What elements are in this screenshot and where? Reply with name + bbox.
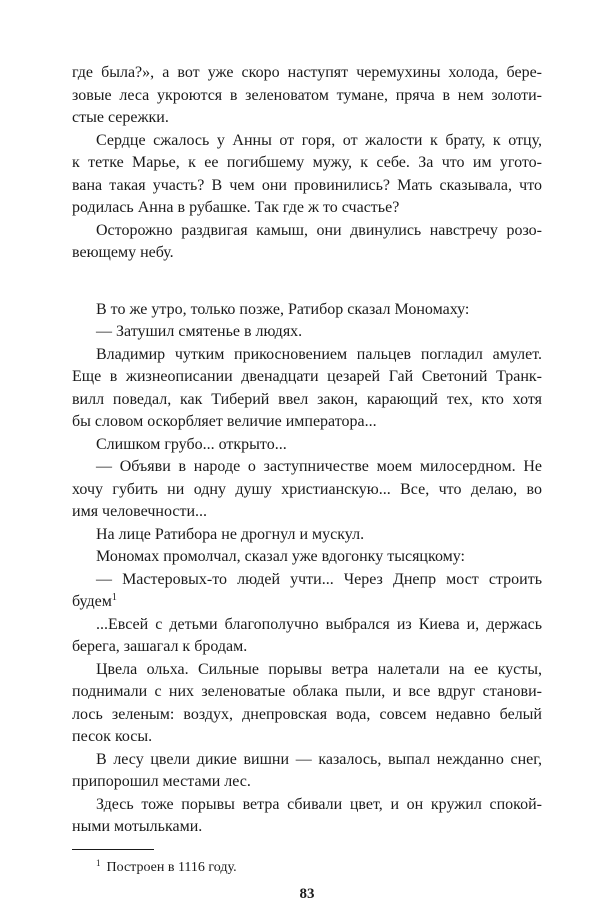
text-line-content: Осторожно раздвигая камыш, они двинулись навстречу розо-	[96, 221, 542, 239]
text-line-content: вана такая участь? В чем они провинились? Мать сказывала, что	[72, 176, 542, 194]
text-line-content: Цвела ольха. Сильные порывы ветра налетали на ее кусты,	[96, 660, 542, 678]
paragraph	[72, 456, 542, 524]
text-line-content: Владимир чутким прикосновением пальцев погладил амулет.	[96, 345, 542, 363]
text-line	[72, 749, 542, 772]
text-line-content: вилл поведал, как Тиберий ввел закон, карающий тех, кто хотя	[72, 390, 542, 408]
text-line	[72, 389, 542, 412]
text-line	[72, 501, 542, 524]
text-line-content: веющему небу.	[72, 244, 174, 261]
section-break	[72, 265, 542, 299]
text-line-content: поднимали с них зеленоватые облака пыли, и все вдруг станови-	[72, 683, 542, 700]
text-line-content: — Затушил смятенье в людях.	[96, 323, 303, 340]
text-line	[72, 107, 542, 130]
book-page	[72, 62, 542, 903]
text-line	[72, 197, 542, 220]
text-line-content: лось зеленым: воздух, днепровская вода, совсем недавно белый	[72, 705, 542, 723]
footnote-reference: 1	[111, 592, 117, 603]
text-line	[72, 546, 542, 569]
text-line-content: Слишком грубо... открыто...	[96, 435, 287, 453]
text-line	[72, 299, 542, 322]
text-line-content: зовые леса укроются в зеленоватом тумане, пряча в нем золоти-	[72, 86, 542, 104]
footnote-divider	[72, 849, 154, 850]
text-line	[72, 816, 542, 839]
text-line	[72, 242, 542, 265]
text-line-content: припорошил местами лес.	[72, 773, 251, 790]
text-line-content: берега, зашагал к бродам.	[72, 638, 248, 655]
text-line	[72, 524, 542, 547]
text-line	[72, 614, 542, 637]
paragraph	[72, 546, 542, 569]
text-line	[72, 152, 542, 175]
text-line	[72, 220, 542, 243]
text-line-content: родилась Анна в рубашке. Так где ж то счастье?	[72, 199, 400, 216]
text-line-content: будем	[72, 593, 112, 610]
text-line-content: В лесу цвели дикие вишни — казалось, выпал нежданно снег,	[96, 750, 542, 768]
text-line	[72, 704, 542, 727]
text-line-content: к тетке Марье, к ее погибшему мужу, к себе. За что им угото-	[72, 154, 542, 171]
text-line	[72, 175, 542, 198]
text-line	[72, 130, 542, 153]
footnote-text: Построен в 1116 году.	[106, 859, 237, 875]
text-line-content: ными мотыльками.	[72, 818, 203, 835]
text-line	[72, 479, 542, 502]
text-line	[72, 366, 542, 389]
text-line	[72, 321, 542, 344]
text-line	[72, 794, 542, 817]
text-line-content: На лице Ратибора не дрогнул и мускул.	[96, 525, 365, 543]
text-line	[72, 659, 542, 682]
paragraph	[72, 220, 542, 265]
text-line	[72, 726, 542, 749]
text-line	[72, 344, 542, 367]
paragraph	[72, 524, 542, 547]
text-line	[72, 591, 542, 614]
text-line	[72, 569, 542, 592]
text-line-content: хочу губить ни одну душу христианскую... Все, что делаю, во	[72, 480, 542, 498]
text-line-content: В то же утро, только позже, Ратибор сказал Мономаху:	[96, 300, 470, 318]
text-line-content: Мономах промолчал, сказал уже вдогонку тысяцкому:	[96, 548, 465, 565]
paragraph	[72, 614, 542, 659]
footnote-marker: 1	[96, 857, 101, 868]
text-line-content: — Мастеровых-то людей учти... Через Днепр мост строить	[96, 570, 542, 588]
text-line-content: бы словом оскорбляет величие императора...	[72, 413, 377, 430]
paragraph	[72, 344, 542, 434]
text-line-content: Здесь тоже порывы ветра сбивали цвет, и он кружил спокой-	[96, 795, 542, 813]
text-line	[72, 636, 542, 659]
text-line-content: ...Евсей с детьми благополучно выбрался из Киева и, держась	[96, 615, 542, 633]
paragraph	[72, 659, 542, 749]
body-text	[72, 62, 542, 839]
text-line	[72, 456, 542, 479]
text-line-content: Сердце сжалось у Анны от горя, от жалости к брату, к отцу,	[96, 131, 542, 149]
text-line-content: где была?», а вот уже скоро наступят черемухины холода, бере-	[72, 64, 542, 81]
paragraph	[72, 749, 542, 794]
text-line-content: имя человечности...	[72, 503, 208, 520]
paragraph	[72, 434, 542, 457]
text-line	[72, 771, 542, 794]
paragraph	[72, 299, 542, 322]
paragraph	[72, 62, 542, 130]
paragraph	[72, 130, 542, 220]
text-line-content: песок косы.	[72, 728, 153, 745]
text-line	[72, 85, 542, 108]
text-line-content: стые сережки.	[72, 109, 169, 126]
footnote	[72, 858, 542, 878]
text-line-content: Еще в жизнеописании двенадцати цезарей Гай Светоний Транк-	[72, 368, 542, 385]
paragraph	[72, 794, 542, 839]
paragraph	[72, 321, 542, 344]
page-number: 83	[299, 885, 315, 902]
text-line	[72, 434, 542, 457]
text-line	[72, 411, 542, 434]
text-line-content: — Объяви в народе о заступничестве моем милосердном. Не	[96, 458, 542, 475]
text-line	[72, 62, 542, 85]
text-line	[72, 681, 542, 704]
paragraph	[72, 569, 542, 614]
